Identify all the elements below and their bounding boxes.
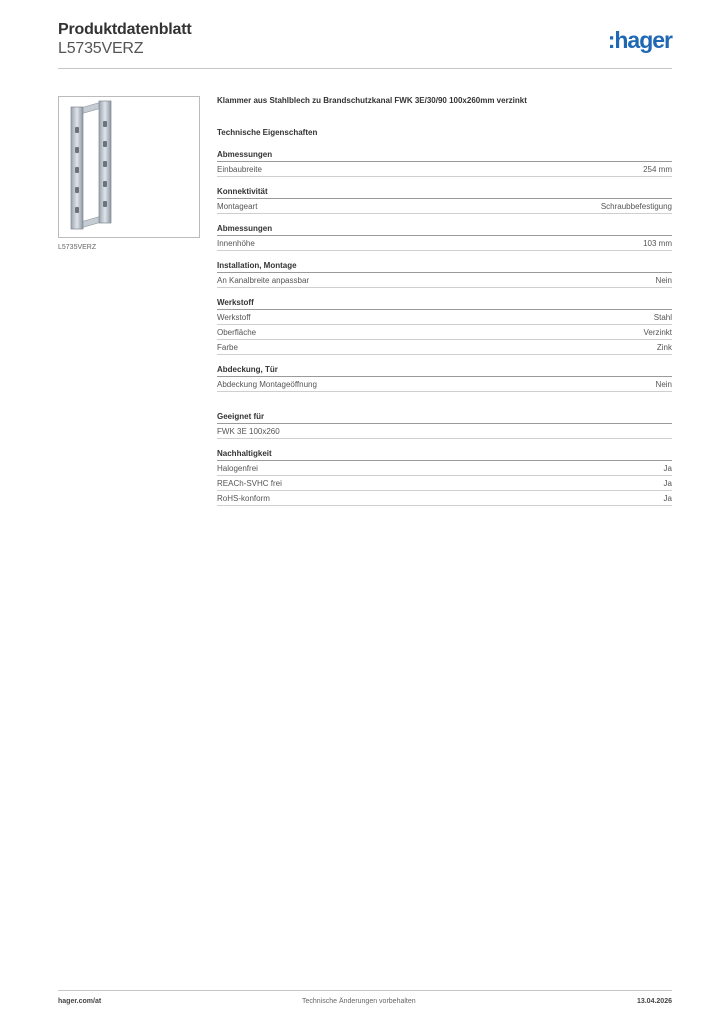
property-row [217,377,672,392]
property-group [217,224,672,251]
property-group [217,298,672,355]
group-title: Abmessungen [217,224,672,236]
property-group [217,187,672,214]
property-row [217,236,672,251]
property-label: Oberfläche [217,328,257,337]
product-details [217,96,672,516]
property-group [217,150,672,177]
property-row [217,424,672,439]
property-value: Schraubbefestigung [600,202,672,211]
hager-logo: :hager [607,27,672,53]
property-row [217,162,672,177]
property-label: Montageart [217,202,258,211]
property-row [217,273,672,288]
property-value: 254 mm [643,165,672,174]
footer-note: Technische Änderungen vorbehalten [302,998,416,1005]
group-title: Werkstoff [217,298,672,310]
property-label: Farbe [217,343,238,352]
property-label: An Kanalbreite anpassbar [217,276,310,285]
group-title: Abdeckung, Tür [217,365,672,377]
footer-date: 13.04.2026 [636,998,672,1005]
property-row [217,461,672,476]
footer-website: hager.com/at [58,998,102,1005]
steel-bracket-icon [59,97,199,237]
section-heading: Technische Eigenschaften [217,128,318,137]
property-value: Zink [656,343,672,352]
property-value: Ja [663,494,672,503]
group-title: Abmessungen [217,150,672,162]
product-description: Klammer aus Stahlblech zu Brandschutzkanal FWK 3E/30/90 100x260mm verzinkt [217,96,527,105]
group-title: Installation, Montage [217,261,672,273]
header-divider [58,68,672,69]
property-value: Ja [663,464,672,473]
property-row [217,340,672,355]
property-value: Stahl [653,313,672,322]
property-group [217,449,672,506]
property-group [217,365,672,392]
property-row [217,325,672,340]
property-group [217,412,672,439]
group-title: Geeignet für [217,412,672,424]
property-value: Nein [655,380,672,389]
group-title: Konnektivität [217,187,672,199]
property-value: 103 mm [643,239,672,248]
image-caption: L5735VERZ [58,244,97,251]
property-row [217,199,672,214]
footer-divider [58,990,672,991]
property-row [217,476,672,491]
property-label: Innenhöhe [217,239,255,248]
property-value: Ja [663,479,672,488]
property-value: Nein [655,276,672,285]
property-label: RoHS-konform [217,494,270,503]
property-value: Verzinkt [643,328,672,337]
group-title: Nachhaltigkeit [217,449,672,461]
property-label: REACh-SVHC frei [217,479,282,488]
property-label: Halogenfrei [217,464,258,473]
property-row [217,491,672,506]
property-label: FWK 3E 100x260 [217,427,280,436]
property-label: Werkstoff [217,313,251,322]
property-label: Abdeckung Montageöffnung [217,380,317,389]
property-label: Einbaubreite [217,165,262,174]
product-image [58,96,200,238]
property-row [217,310,672,325]
article-number: L5735VERZ [58,40,144,57]
page-title: Produktdatenblatt [58,21,192,38]
property-group [217,261,672,288]
